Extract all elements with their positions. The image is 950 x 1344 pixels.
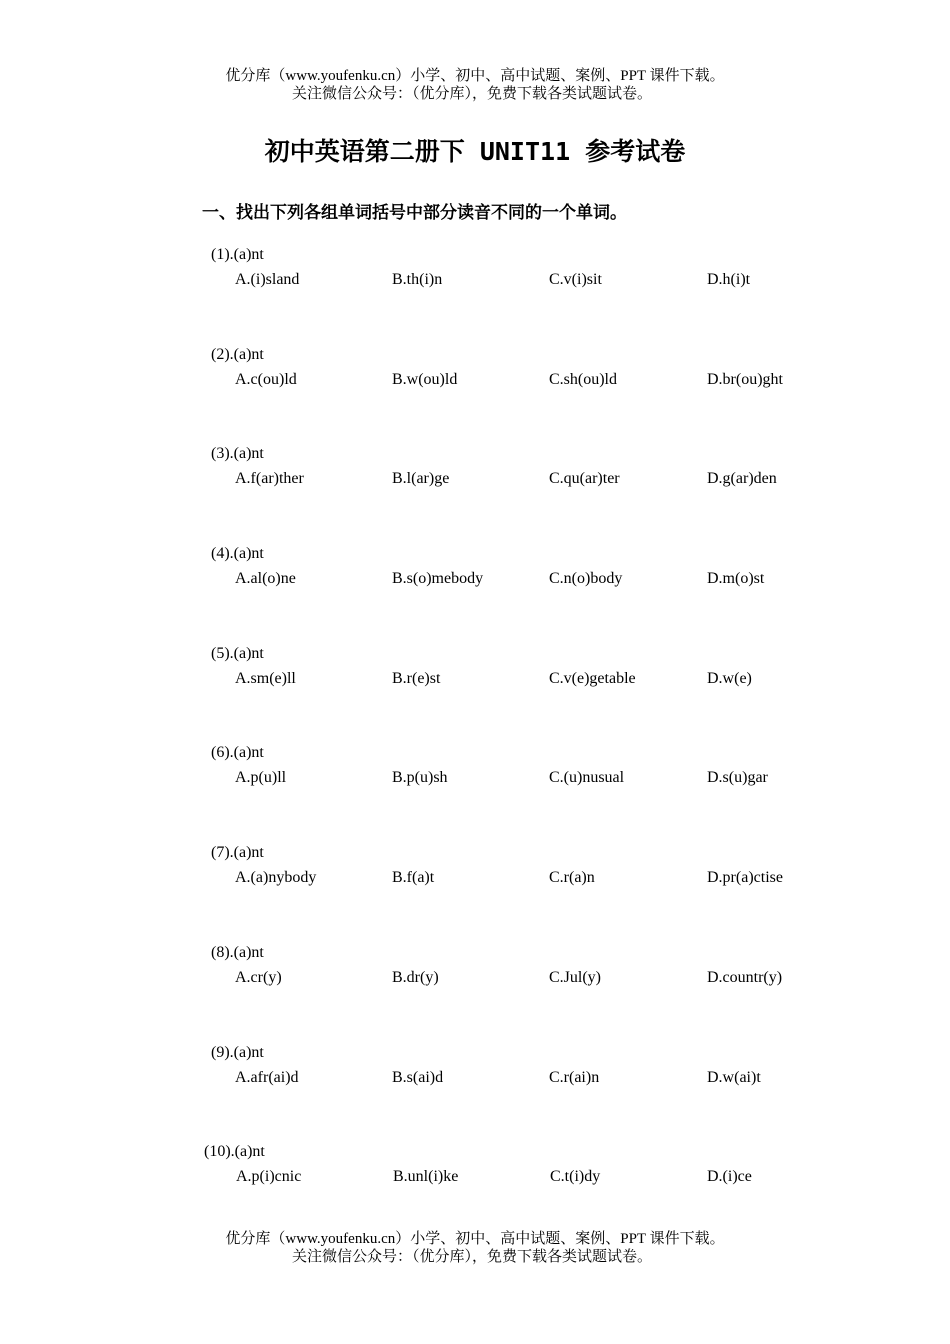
question-item bbox=[0, 544, 950, 644]
question-item bbox=[0, 444, 950, 544]
question-stem: (3).(a)nt bbox=[211, 445, 264, 463]
question-list bbox=[0, 245, 950, 1242]
page-title: 初中英语第二册下 UNIT11 参考试卷 bbox=[264, 137, 686, 166]
option-a: A.c(ou)ld bbox=[235, 370, 297, 388]
question-item bbox=[0, 843, 950, 943]
option-d: D.h(i)t bbox=[707, 271, 751, 288]
footer-line-2: 关注微信公众号：（优分库），免费下载各类试题试卷。 bbox=[291, 1249, 652, 1265]
option-a: A.(a)nybody bbox=[235, 869, 317, 887]
option-a: A.afr(ai)d bbox=[235, 1068, 299, 1086]
question-stem: (7).(a)nt bbox=[211, 844, 264, 862]
option-a: A.p(i)cnic bbox=[236, 1168, 302, 1186]
question-stem: (5).(a)nt bbox=[211, 644, 264, 662]
header-line-2: 关注微信公众号：（优分库），免费下载各类试题试卷。 bbox=[291, 86, 652, 102]
option-d: D.g(ar)den bbox=[707, 470, 777, 488]
option-b: B.w(ou)ld bbox=[392, 370, 458, 388]
option-a: A.al(o)ne bbox=[235, 570, 296, 588]
question-item bbox=[0, 1142, 950, 1242]
option-d: D.(i)ce bbox=[707, 1168, 752, 1186]
option-d: D.s(u)gar bbox=[707, 769, 768, 787]
option-c: C.r(ai)n bbox=[549, 1068, 600, 1086]
option-b: B.l(ar)ge bbox=[392, 470, 450, 488]
question-stem: (2).(a)nt bbox=[211, 345, 264, 363]
option-a: A.f(ar)ther bbox=[235, 470, 304, 488]
question-item bbox=[0, 345, 950, 445]
option-c: C.sh(ou)ld bbox=[549, 370, 617, 388]
page-footer bbox=[0, 1230, 950, 1266]
option-c: C.(u)nusual bbox=[549, 769, 625, 787]
option-a: A.p(u)ll bbox=[235, 769, 287, 787]
page-header bbox=[0, 67, 950, 103]
option-d: D.pr(a)ctise bbox=[707, 869, 783, 887]
option-d: D.w(e) bbox=[707, 669, 752, 687]
header-line-1: 优分库（www.youfenku.cn）小学、初中、高中试题、案例、PPT 课件下载。 bbox=[225, 68, 725, 84]
option-d: D.w(ai)t bbox=[707, 1068, 761, 1086]
section-heading: 一、找出下列各组单词括号中部分读音不同的一个单词。 bbox=[202, 203, 627, 223]
question-stem: (4).(a)nt bbox=[211, 545, 264, 563]
option-a: A.(i)sland bbox=[235, 271, 300, 288]
question-stem: (1).(a)nt bbox=[211, 246, 264, 263]
question-stem: (8).(a)nt bbox=[211, 943, 264, 961]
option-b: B.th(i)n bbox=[392, 271, 443, 288]
option-c: C.v(i)sit bbox=[549, 271, 602, 288]
option-b: B.unl(i)ke bbox=[393, 1168, 459, 1186]
option-d: D.br(ou)ght bbox=[707, 370, 783, 388]
question-item bbox=[0, 743, 950, 843]
question-item bbox=[0, 644, 950, 744]
option-a: A.cr(y) bbox=[235, 968, 282, 986]
option-c: C.qu(ar)ter bbox=[549, 470, 620, 488]
question-item bbox=[0, 943, 950, 1043]
option-b: B.r(e)st bbox=[392, 669, 441, 687]
option-a: A.sm(e)ll bbox=[235, 669, 296, 687]
option-b: B.dr(y) bbox=[392, 968, 439, 986]
option-c: C.n(o)body bbox=[549, 570, 623, 588]
option-d: D.m(o)st bbox=[707, 570, 765, 588]
footer-line-1: 优分库（www.youfenku.cn）小学、初中、高中试题、案例、PPT 课件下载。 bbox=[225, 1231, 725, 1247]
option-c: C.Jul(y) bbox=[549, 968, 601, 986]
option-d: D.countr(y) bbox=[707, 968, 783, 986]
option-b: B.s(o)mebody bbox=[392, 570, 484, 588]
option-b: B.p(u)sh bbox=[392, 769, 448, 787]
option-c: C.r(a)n bbox=[549, 869, 595, 887]
option-b: B.f(a)t bbox=[392, 869, 435, 887]
option-c: C.t(i)dy bbox=[550, 1168, 601, 1186]
option-c: C.v(e)getable bbox=[549, 669, 636, 687]
question-stem: (6).(a)nt bbox=[211, 744, 264, 762]
option-b: B.s(ai)d bbox=[392, 1068, 444, 1086]
question-item bbox=[0, 1043, 950, 1143]
question-stem: (9).(a)nt bbox=[211, 1043, 264, 1061]
question-item bbox=[0, 245, 950, 345]
question-stem: (10).(a)nt bbox=[204, 1143, 265, 1161]
